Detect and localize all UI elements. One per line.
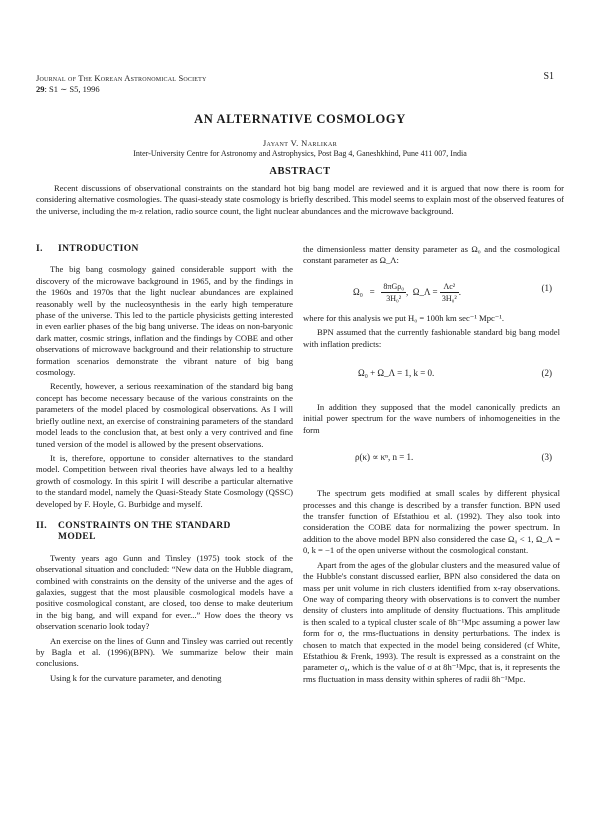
equation-3-number: (3) (541, 452, 552, 463)
spacer (303, 480, 560, 488)
paragraph: The spectrum gets modified at small scales by different physical processes and this change is described by a transfer function. BPN used the transfer function of Efstathiou et al. (1992). They also took into consideration the COBE data for normalizing the power spectrum. In addition to the above model BPN also considered the case Ω₀ < 1, Ω_Λ = 0, k = −1 of the open universe without the cosmological constant. (303, 488, 560, 556)
paragraph: It is, therefore, opportune to consider alternatives to the standard model. Competition between rival theories have always led to a healthy growth of cosmology. In this spirit I will describe a particular alternative to the standard model, namely the Quasi-Steady State Cosmology (QSSC) developed by F. Hoyle, G. Burbidge and myself. (36, 452, 293, 509)
journal-header (36, 73, 207, 95)
paragraph: BPN assumed that the currently fashionable standard big bang model with inflation predicts: (303, 327, 560, 349)
equation-1 (303, 271, 560, 309)
author-affiliation: Inter-University Centre for Astronomy and Astrophysics, Post Bag 4, Ganeshkhind, Pune 411 007, India (133, 149, 467, 158)
paragraph: The big bang cosmology gained considerable support with the discovery of the microwave background in 1965, and by the findings in the 1960s and 1970s that the light nuclear abundances are explained reasonably well by the nucleosynthesis in the early high temperature phase of the universe. This led to the particle physicists getting interested in even earlier phases of the big bang universe. The ideas on non-baryonic dark matter, cosmic strings, inflation and the findings by COBE and other observations of microwave background and their relationship to structure formation scenarios demonstrate the vibrant nature of big bang cosmology. (36, 264, 293, 378)
equation-3 (303, 440, 560, 476)
equation-2 (303, 354, 560, 390)
journal-name: Journal of The Korean Astronomical Society (36, 73, 207, 83)
section-2-title-line1: CONSTRAINTS ON THE STANDARD (58, 520, 231, 531)
section-1-heading (36, 244, 293, 255)
paragraph: the dimensionless matter density parameter as Ω₀ and the cosmological constant parameter as Ω_Λ: (303, 244, 560, 266)
section-1-number: I. (36, 244, 43, 254)
page-number: S1 (543, 71, 554, 82)
paragraph: Recently, however, a serious reexamination of the standard big bang concept has become necessary because of the various constraints on the parameters of the model placed by cosmological observations. As I will briefly outline next, an exercise of constraining parameters of the standard model leads to the conclusion that, at best only a very contrived and fine tuned version of the model is allowed by the present observations. (36, 381, 293, 449)
equation-2-number: (2) (541, 368, 552, 379)
equation-3-body: ρ(κ) ∝ κⁿ, n = 1. (355, 452, 414, 463)
equation-2-body: Ω₀ + Ω_Λ = 1, k = 0. (358, 368, 435, 379)
spacer (303, 394, 560, 402)
equation-1-number: (1) (541, 282, 552, 293)
paragraph: Apart from the ages of the globular clusters and the measured value of the Hubble's constant discussed earlier, BPN also considered the data on mass per unit volume in rich clusters identified from x-ray observations. One way of comparing theory with observations is to convert the number density of clusters into amplitude of density fluctuations. This amplitude is then scaled to a typical cluster scale of 8h⁻¹Mpc assuming a power law form for σ, the rms-fluctuations in density perturbations. The index is chosen to match that expected in the model being considered (cf White, Efstathiou & Frenk, 1993). The result is expressed as a constraint on the parameter σ₈, which is the value of σ at 8h⁻¹Mpc, that is, it represents the rms fluctuation in mass density within spheres of radii 8h⁻¹Mpc. (303, 559, 560, 684)
paragraph: In addition they supposed that the model canonically predicts an initial power spectrum for the wave numbers of inhomogeneities in the form (303, 402, 560, 435)
paragraph: An exercise on the lines of Gunn and Tinsley was carried out recently by Bagla et al. (1996)(BPN). We summarize below their main conclusions. (36, 635, 293, 669)
left-column (36, 244, 293, 687)
section-2-number: II. (36, 520, 47, 531)
equation-1-body: Ω₀ = $\frac{\text{8πGρ₀}}{\text{3H₀²}}$ , Ω_Λ = $\frac{\text{Λc²}}{\text{3H₀²}}$ . (353, 281, 462, 304)
fraction: $\frac{\text{Λc²}}{\text{3H₀²}}$ (441, 281, 457, 304)
volume-number: 29 (36, 84, 45, 94)
right-column (303, 244, 560, 688)
abstract-text: Recent discussions of observational constraints on the standard hot big bang model are reviewed and it is argued that now there is room for considering alternative cosmologies. The quasi-steady state cosmology is briefly described. This model seems to explain most of the observed features of the universe, including the m-z relation, radio source count, the light nuclear abundances and the microwave background. (36, 183, 564, 216)
paragraph: Twenty years ago Gunn and Tinsley (1975) took stock of the observational situation and concluded: “New data on the Hubble diagram, combined with constraints on the density of the universe and the ages of galaxies, suggest that the most plausible cosmological models have a positive cosmological constant, are closed, too dense to make deuterium in the big bang, and will expand for ever...” How does the theory vs observation scenario look today? (36, 552, 293, 632)
paper-title: AN ALTERNATIVE COSMOLOGY (194, 112, 406, 126)
paragraph: where for this analysis we put H₀ = 100h km sec⁻¹ Mpc⁻¹. (303, 312, 505, 323)
section-1-title: INTRODUCTION (58, 244, 139, 254)
paragraph: Using k for the curvature parameter, and denoting (50, 672, 222, 683)
abstract-heading: ABSTRACT (269, 166, 331, 177)
section-2-title-line2: MODEL (58, 532, 96, 543)
volume-line (36, 84, 207, 95)
section-2-heading (36, 521, 293, 544)
author-name: Jayant V. Narlikar (262, 138, 338, 148)
pages-and-year: : S1 ∼ S5, 1996 (44, 84, 100, 94)
fraction: $\frac{\text{8πGρ₀}}{\text{3H₀²}}$ (383, 281, 405, 304)
